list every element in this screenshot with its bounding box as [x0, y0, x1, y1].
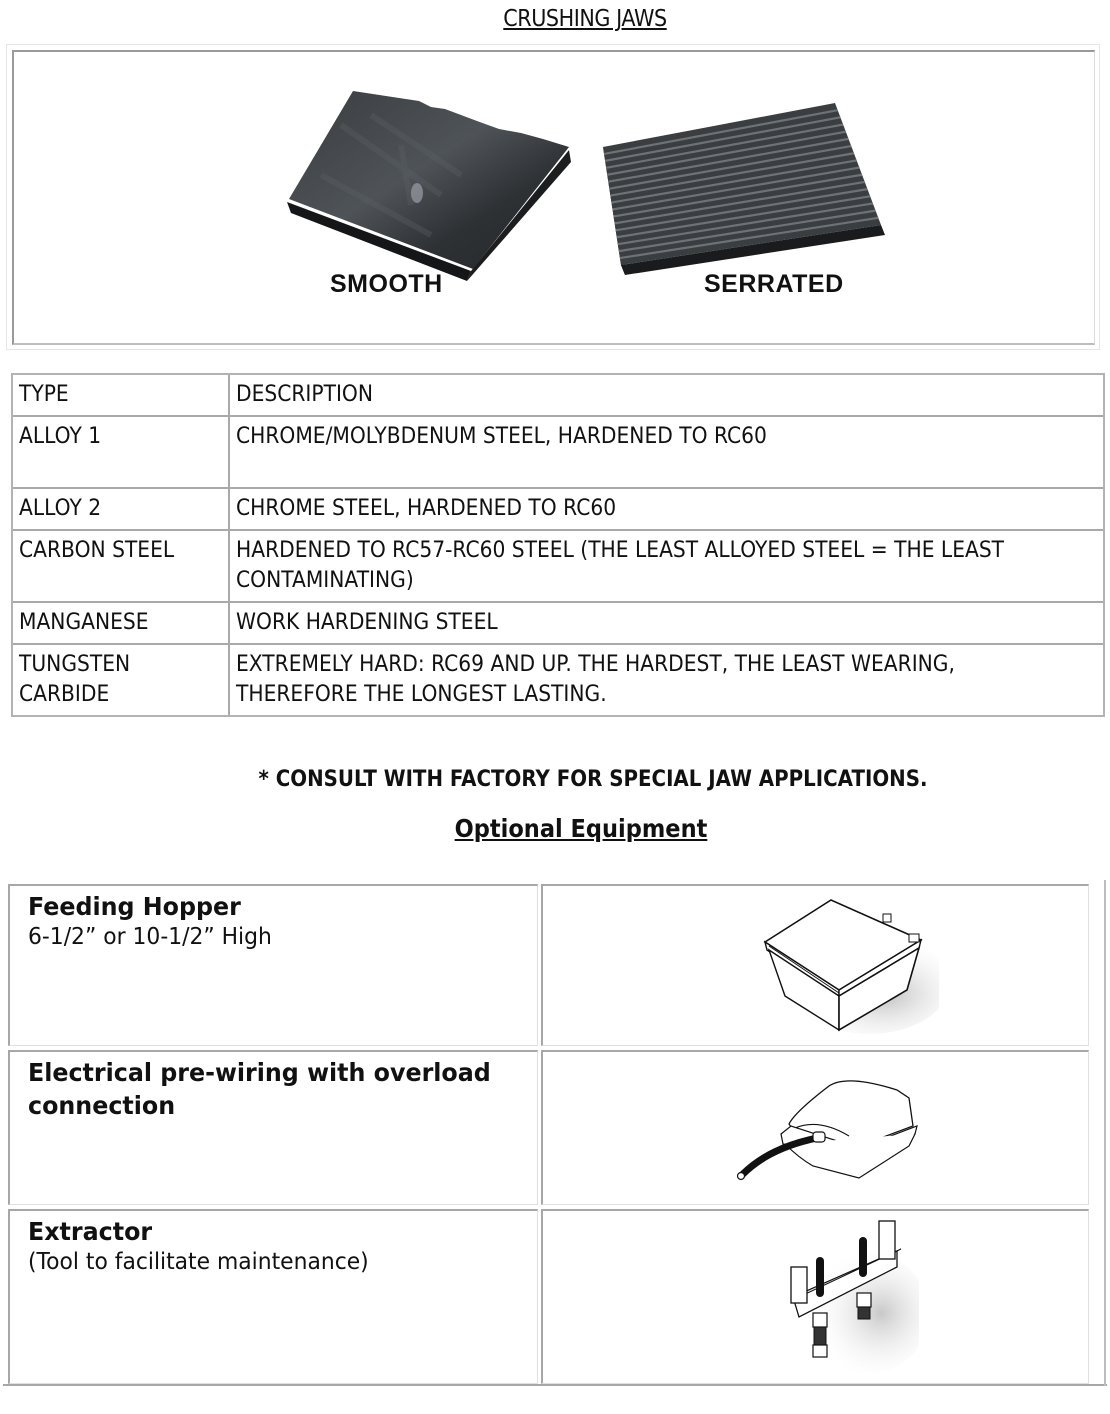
equipment-name: Electrical pre-wiring with overload connection	[28, 1058, 491, 1120]
description-cell	[230, 603, 1103, 645]
type-cell	[13, 417, 230, 489]
equipment-description-cell	[8, 1209, 538, 1384]
equipment-table-bottom-border	[3, 1384, 1107, 1386]
type-cell	[13, 645, 230, 715]
type-text: ALLOY 2	[19, 496, 102, 521]
description-cell	[230, 531, 1103, 603]
optional-equipment-title: Optional Equipment	[454, 814, 708, 843]
equipment-image-cell	[541, 1209, 1089, 1384]
table-row	[13, 603, 1103, 645]
equipment-detail: 6-1/2” or 10-1/2” High	[28, 924, 272, 950]
table-row	[13, 531, 1103, 603]
equipment-table-right-border	[1104, 880, 1106, 1386]
description-text: CHROME/MOLYBDENUM STEEL, HARDENED TO RC60	[236, 424, 767, 449]
table-row	[13, 489, 1103, 531]
type-text: ALLOY 1	[19, 424, 102, 449]
type-cell	[13, 531, 230, 603]
equipment-detail: (Tool to facilitate maintenance)	[28, 1249, 369, 1275]
type-cell	[13, 489, 230, 531]
page-title: CRUSHING JAWS	[503, 6, 667, 32]
factory-note: * CONSULT WITH FACTORY FOR SPECIAL JAW APPLICATIONS.	[258, 767, 928, 792]
description-text: EXTREMELY HARD: RC69 AND UP. THE HARDEST, THE LEAST WEARING,	[236, 652, 955, 677]
optional-equipment-table	[3, 880, 1095, 1388]
description-cell	[230, 417, 1103, 489]
equipment-name: Feeding Hopper	[28, 892, 241, 921]
type-text: TUNGSTEN	[19, 652, 131, 677]
header-description: DESCRIPTION	[230, 375, 1103, 417]
type-text: MANGANESE	[19, 610, 149, 635]
electrical-box-illustration	[729, 1068, 929, 1188]
jaw-images-panel	[6, 44, 1100, 350]
smooth-jaw-plate-image	[281, 85, 581, 285]
serrated-jaw-plate-image	[597, 95, 897, 275]
description-text: CHROME STEEL, HARDENED TO RC60	[236, 496, 617, 521]
equipment-image-cell	[541, 884, 1089, 1046]
table-header-row	[13, 375, 1103, 417]
equipment-row-extractor	[3, 1209, 1095, 1384]
description-text: THEREFORE THE LONGEST LASTING.	[236, 682, 607, 707]
description-cell	[230, 645, 1103, 715]
equipment-name: Extractor	[28, 1217, 153, 1246]
extractor-tool-illustration	[779, 1213, 919, 1383]
jaw-types-table	[11, 373, 1105, 717]
serrated-label: SERRATED	[704, 270, 844, 298]
type-cell	[13, 603, 230, 645]
description-text: CONTAMINATING)	[236, 568, 414, 593]
table-row	[13, 645, 1103, 715]
description-text: WORK HARDENING STEEL	[236, 610, 498, 635]
equipment-row-feeding-hopper	[3, 884, 1095, 1046]
feeding-hopper-illustration	[759, 894, 939, 1034]
equipment-description-cell	[8, 884, 538, 1046]
type-text: CARBIDE	[19, 682, 110, 707]
equipment-image-cell	[541, 1050, 1089, 1205]
smooth-label: SMOOTH	[330, 270, 443, 298]
description-cell	[230, 489, 1103, 531]
equipment-row-electrical-prewiring	[3, 1050, 1095, 1205]
type-text: CARBON STEEL	[19, 538, 175, 563]
equipment-description-cell	[8, 1050, 538, 1205]
description-text: HARDENED TO RC57-RC60 STEEL (THE LEAST ALLOYED STEEL = THE LEAST	[236, 538, 1005, 563]
header-type: TYPE	[13, 375, 230, 417]
table-row	[13, 417, 1103, 489]
